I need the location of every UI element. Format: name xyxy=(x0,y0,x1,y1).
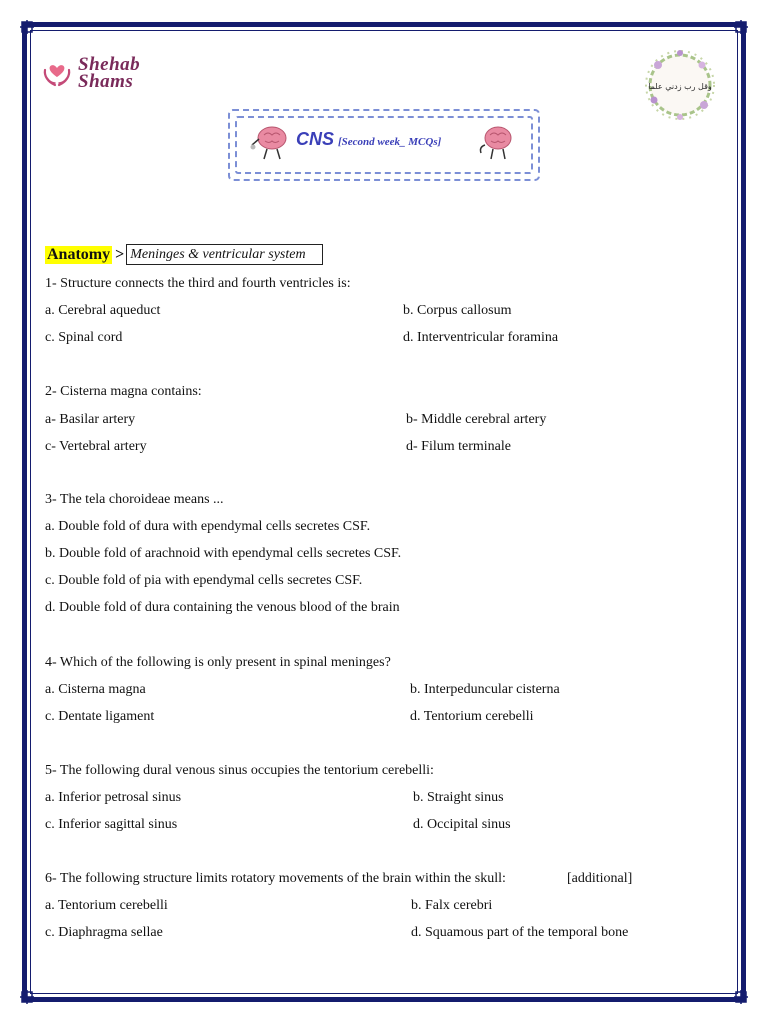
question-stem: 6- The following structure limits rotatory movements of the brain within the skull: xyxy=(45,871,506,886)
option: c. Double fold of pia with ependymal cells secretes CSF. xyxy=(45,573,363,588)
section-name: Anatomy xyxy=(47,245,111,263)
banner-title xyxy=(296,129,441,150)
option: b. Falx cerebri xyxy=(411,898,493,913)
option: c. Diaphragma sellae xyxy=(45,925,163,940)
logo-line-2: Shams xyxy=(78,71,134,92)
option: d- Filum terminale xyxy=(406,439,511,454)
option: a. Tentorium cerebelli xyxy=(45,898,168,913)
section-arrow: > xyxy=(115,245,125,263)
corner-ornament-icon xyxy=(18,18,36,36)
brain-mascot-icon xyxy=(250,123,292,161)
option: d. Double fold of dura containing the venous blood of the brain xyxy=(45,600,400,615)
corner-ornament-icon xyxy=(732,18,750,36)
option: b- Middle cerebral artery xyxy=(406,412,547,427)
option: b. Corpus callosum xyxy=(403,303,512,318)
option: c. Inferior sagittal sinus xyxy=(45,817,178,832)
option: a- Basilar artery xyxy=(45,412,136,427)
corner-ornament-icon xyxy=(732,988,750,1006)
floral-wreath-icon xyxy=(640,45,720,125)
option: a. Double fold of dura with ependymal cells secretes CSF. xyxy=(45,519,371,534)
brain-mascot-icon xyxy=(476,123,518,161)
option: a. Cisterna magna xyxy=(45,682,146,697)
option: d. Interventricular foramina xyxy=(403,330,559,345)
banner-title-main: CNS xyxy=(296,129,335,149)
option: c. Spinal cord xyxy=(45,330,123,345)
brand-logo xyxy=(40,56,140,90)
option: d. Occipital sinus xyxy=(413,817,511,832)
corner-ornament-icon xyxy=(18,988,36,1006)
option: d. Squamous part of the temporal bone xyxy=(411,925,629,940)
banner-subtitle: [Second week_ MCQs] xyxy=(338,136,442,148)
question-stem: 3- The tela choroideae means ... xyxy=(45,492,224,507)
section-heading xyxy=(45,244,323,265)
question-stem: 5- The following dural venous sinus occupies the tentorium cerebelli: xyxy=(45,763,434,778)
option: b. Straight sinus xyxy=(413,790,504,805)
option: c- Vertebral artery xyxy=(45,439,147,454)
option: b. Double fold of arachnoid with ependymal cells secretes CSF. xyxy=(45,546,402,561)
logo-line-1: Shehab xyxy=(78,54,141,75)
question-stem: 2- Cisterna magna contains: xyxy=(45,384,202,399)
hands-heart-icon xyxy=(40,56,74,90)
option: a. Cerebral aqueduct xyxy=(45,303,161,318)
option: d. Tentorium cerebelli xyxy=(410,709,534,724)
option: a. Inferior petrosal sinus xyxy=(45,790,182,805)
section-topic: Meninges & ventricular system xyxy=(126,244,322,265)
wreath-calligraphy: وقل رب زدني علما xyxy=(648,82,712,91)
question-tag: [additional] xyxy=(567,871,633,886)
option: b. Interpeduncular cisterna xyxy=(410,682,560,697)
question-stem: 1- Structure connects the third and fourth ventricles is: xyxy=(45,276,351,291)
title-banner xyxy=(228,109,540,181)
question-stem: 4- Which of the following is only present in spinal meninges? xyxy=(45,655,391,670)
option: c. Dentate ligament xyxy=(45,709,155,724)
